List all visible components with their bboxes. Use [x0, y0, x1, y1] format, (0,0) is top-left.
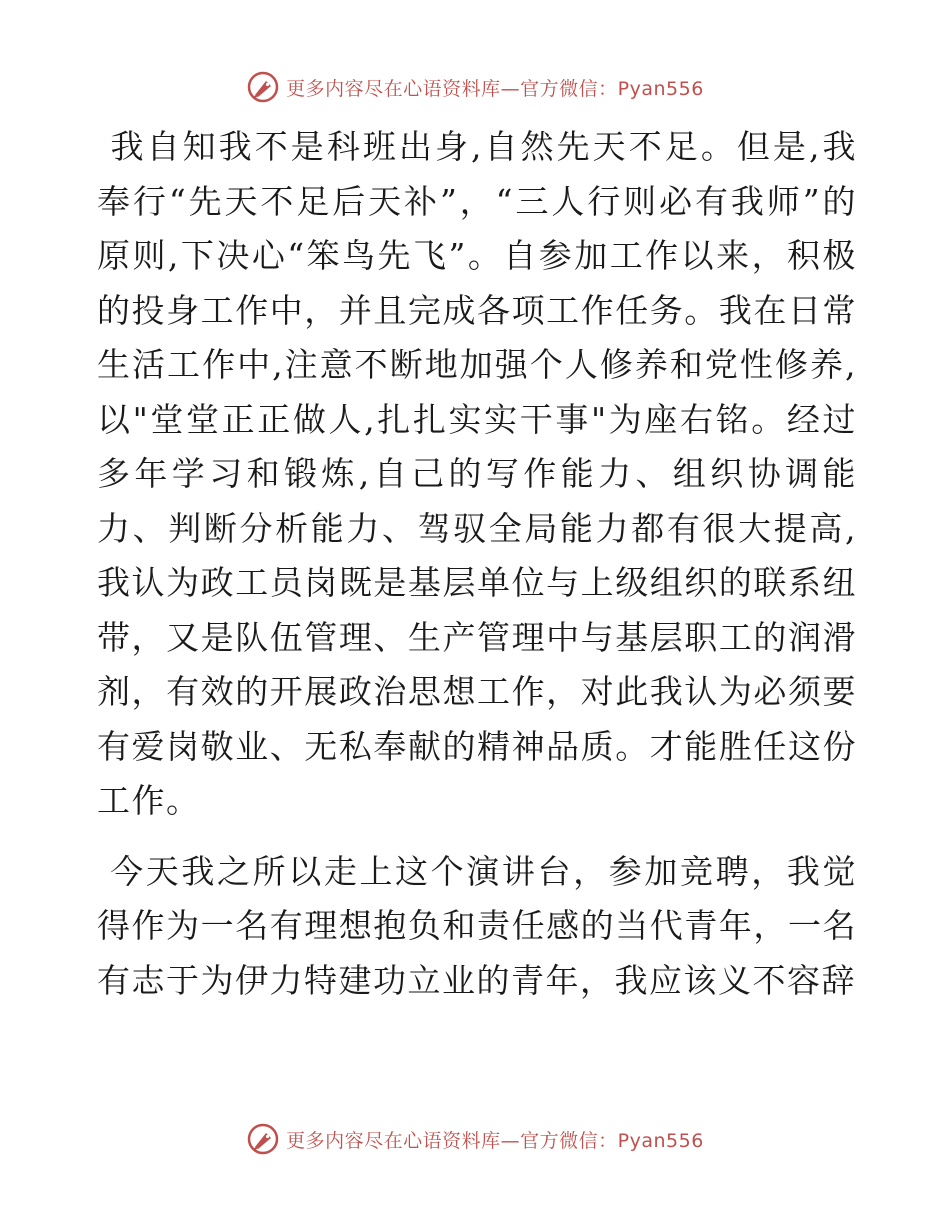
pen-nib-icon	[246, 70, 280, 104]
page-header-banner	[0, 70, 950, 104]
page-footer-banner	[0, 1122, 950, 1156]
pen-nib-icon	[246, 1122, 280, 1156]
paragraph-1: 我自知我不是科班出身,自然先天不足。但是,我奉行“先天不足后天补”，“三人行则必有我师”的原则,下决心“笨鸟先飞”。自参加工作以来，积极的投身工作中，并且完成各项工作任务。我在日常生活工作中,注意不断地加强个人修养和党性修养,以"堂堂正正做人,扎扎实实干事"为座右铭。经过多年学习和锻炼,自己的写作能力、组织协调能力、判断分析能力、驾驭全局能力都有很大提高,我认为政工员岗既是基层单位与上级组织的联系纽带，又是队伍管理、生产管理中与基层职工的润滑剂，有效的开展政治思想工作，对此我认为必须要有爱岗敬业、无私奉献的精神品质。才能胜任这份工作。	[97, 127, 857, 820]
document-body	[97, 120, 857, 1008]
footer-banner-text: 更多内容尽在心语资料库—官方微信：Pyan556	[286, 1129, 704, 1152]
paragraph-2: 今天我之所以走上这个演讲台，参加竞聘，我觉得作为一名有理想抱负和责任感的当代青年，一名有志于为伊力特建功立业的青年，我应该义不容辞	[97, 851, 857, 1000]
header-banner-text: 更多内容尽在心语资料库—官方微信：Pyan556	[286, 77, 704, 100]
